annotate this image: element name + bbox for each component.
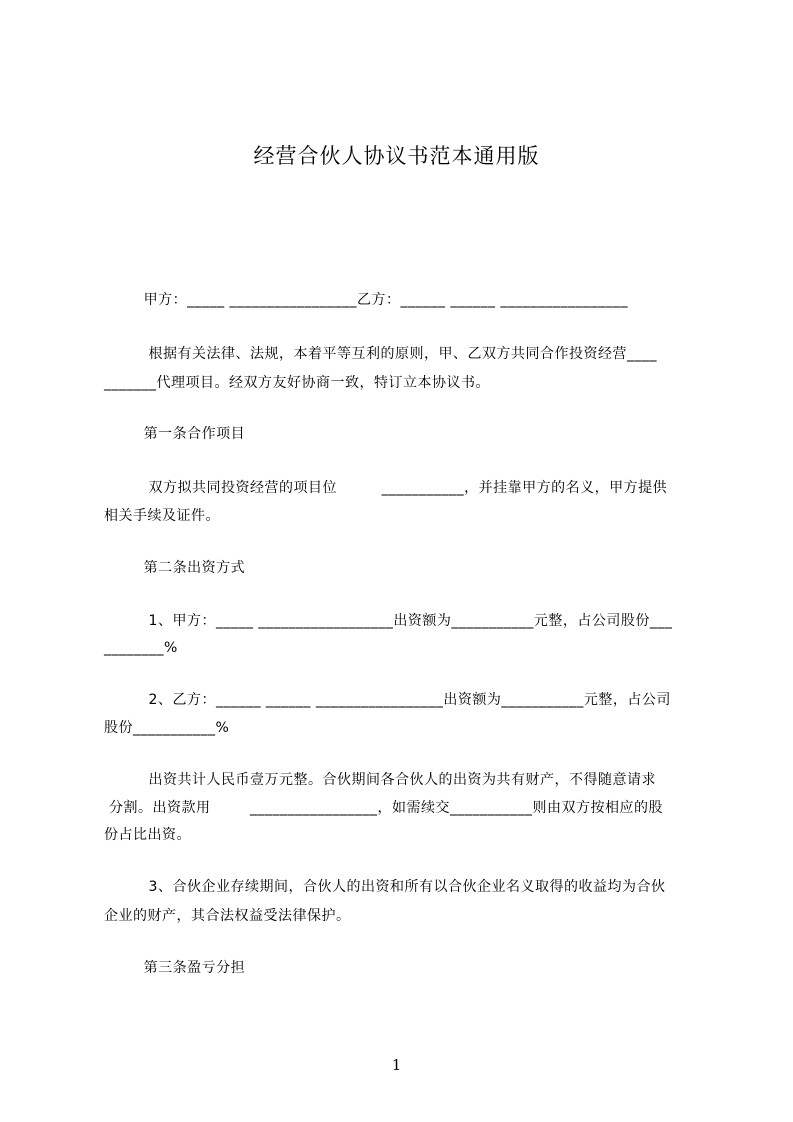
- capital-total-line-2: 分割。出资款用 _________________，如需续交___________则由双方按相应的股: [104, 800, 664, 816]
- clause-3-line-1: 3、合伙企业存续期间，合伙人的出资和所有以合伙企业名义取得的收益均为合伙: [104, 879, 666, 895]
- document-title: 经营合伙人协议书范本通用版: [253, 144, 540, 168]
- article-1-heading: 第一条合作项目: [104, 426, 246, 442]
- article-2-heading: 第二条出资方式: [104, 560, 246, 576]
- preamble-line-2: _______代理项目。经双方友好协商一致，特订立本协议书。: [104, 375, 490, 391]
- party-a-contribution-line-2: ________%: [104, 640, 178, 656]
- parties-line: 甲方：_____ _________________乙方：______ ______ _________________: [104, 292, 628, 308]
- article-1-line-1: 双方拟共同投资经营的项目位 ___________，并挂靠甲方的名义，甲方提供: [104, 480, 668, 496]
- party-b-contribution-line-2: 股份___________%: [104, 720, 230, 736]
- capital-total-line-1: 出资共计人民币壹万元整。合伙期间各合伙人的出资为共有财产，不得随意请求: [104, 772, 657, 788]
- article-3-heading: 第三条盈亏分担: [104, 960, 246, 976]
- party-b-contribution-line-1: 2、乙方：______ ______ _________________出资额为___________元整，占公司: [104, 692, 671, 708]
- page-number: 1: [391, 1056, 402, 1074]
- article-1-line-2: 相关手续及证件。: [104, 508, 220, 524]
- clause-3-line-2: 企业的财产，其合法权益受法律保护。: [104, 908, 351, 924]
- preamble-line-1: 根据有关法律、法规，本着平等互利的原则，甲、乙双方共同合作投资经营____: [104, 346, 658, 362]
- party-a-contribution-line-1: 1、甲方：_____ __________________出资额为___________元整，占公司股份___: [104, 613, 673, 629]
- capital-total-line-3: 份占比出资。: [104, 827, 191, 843]
